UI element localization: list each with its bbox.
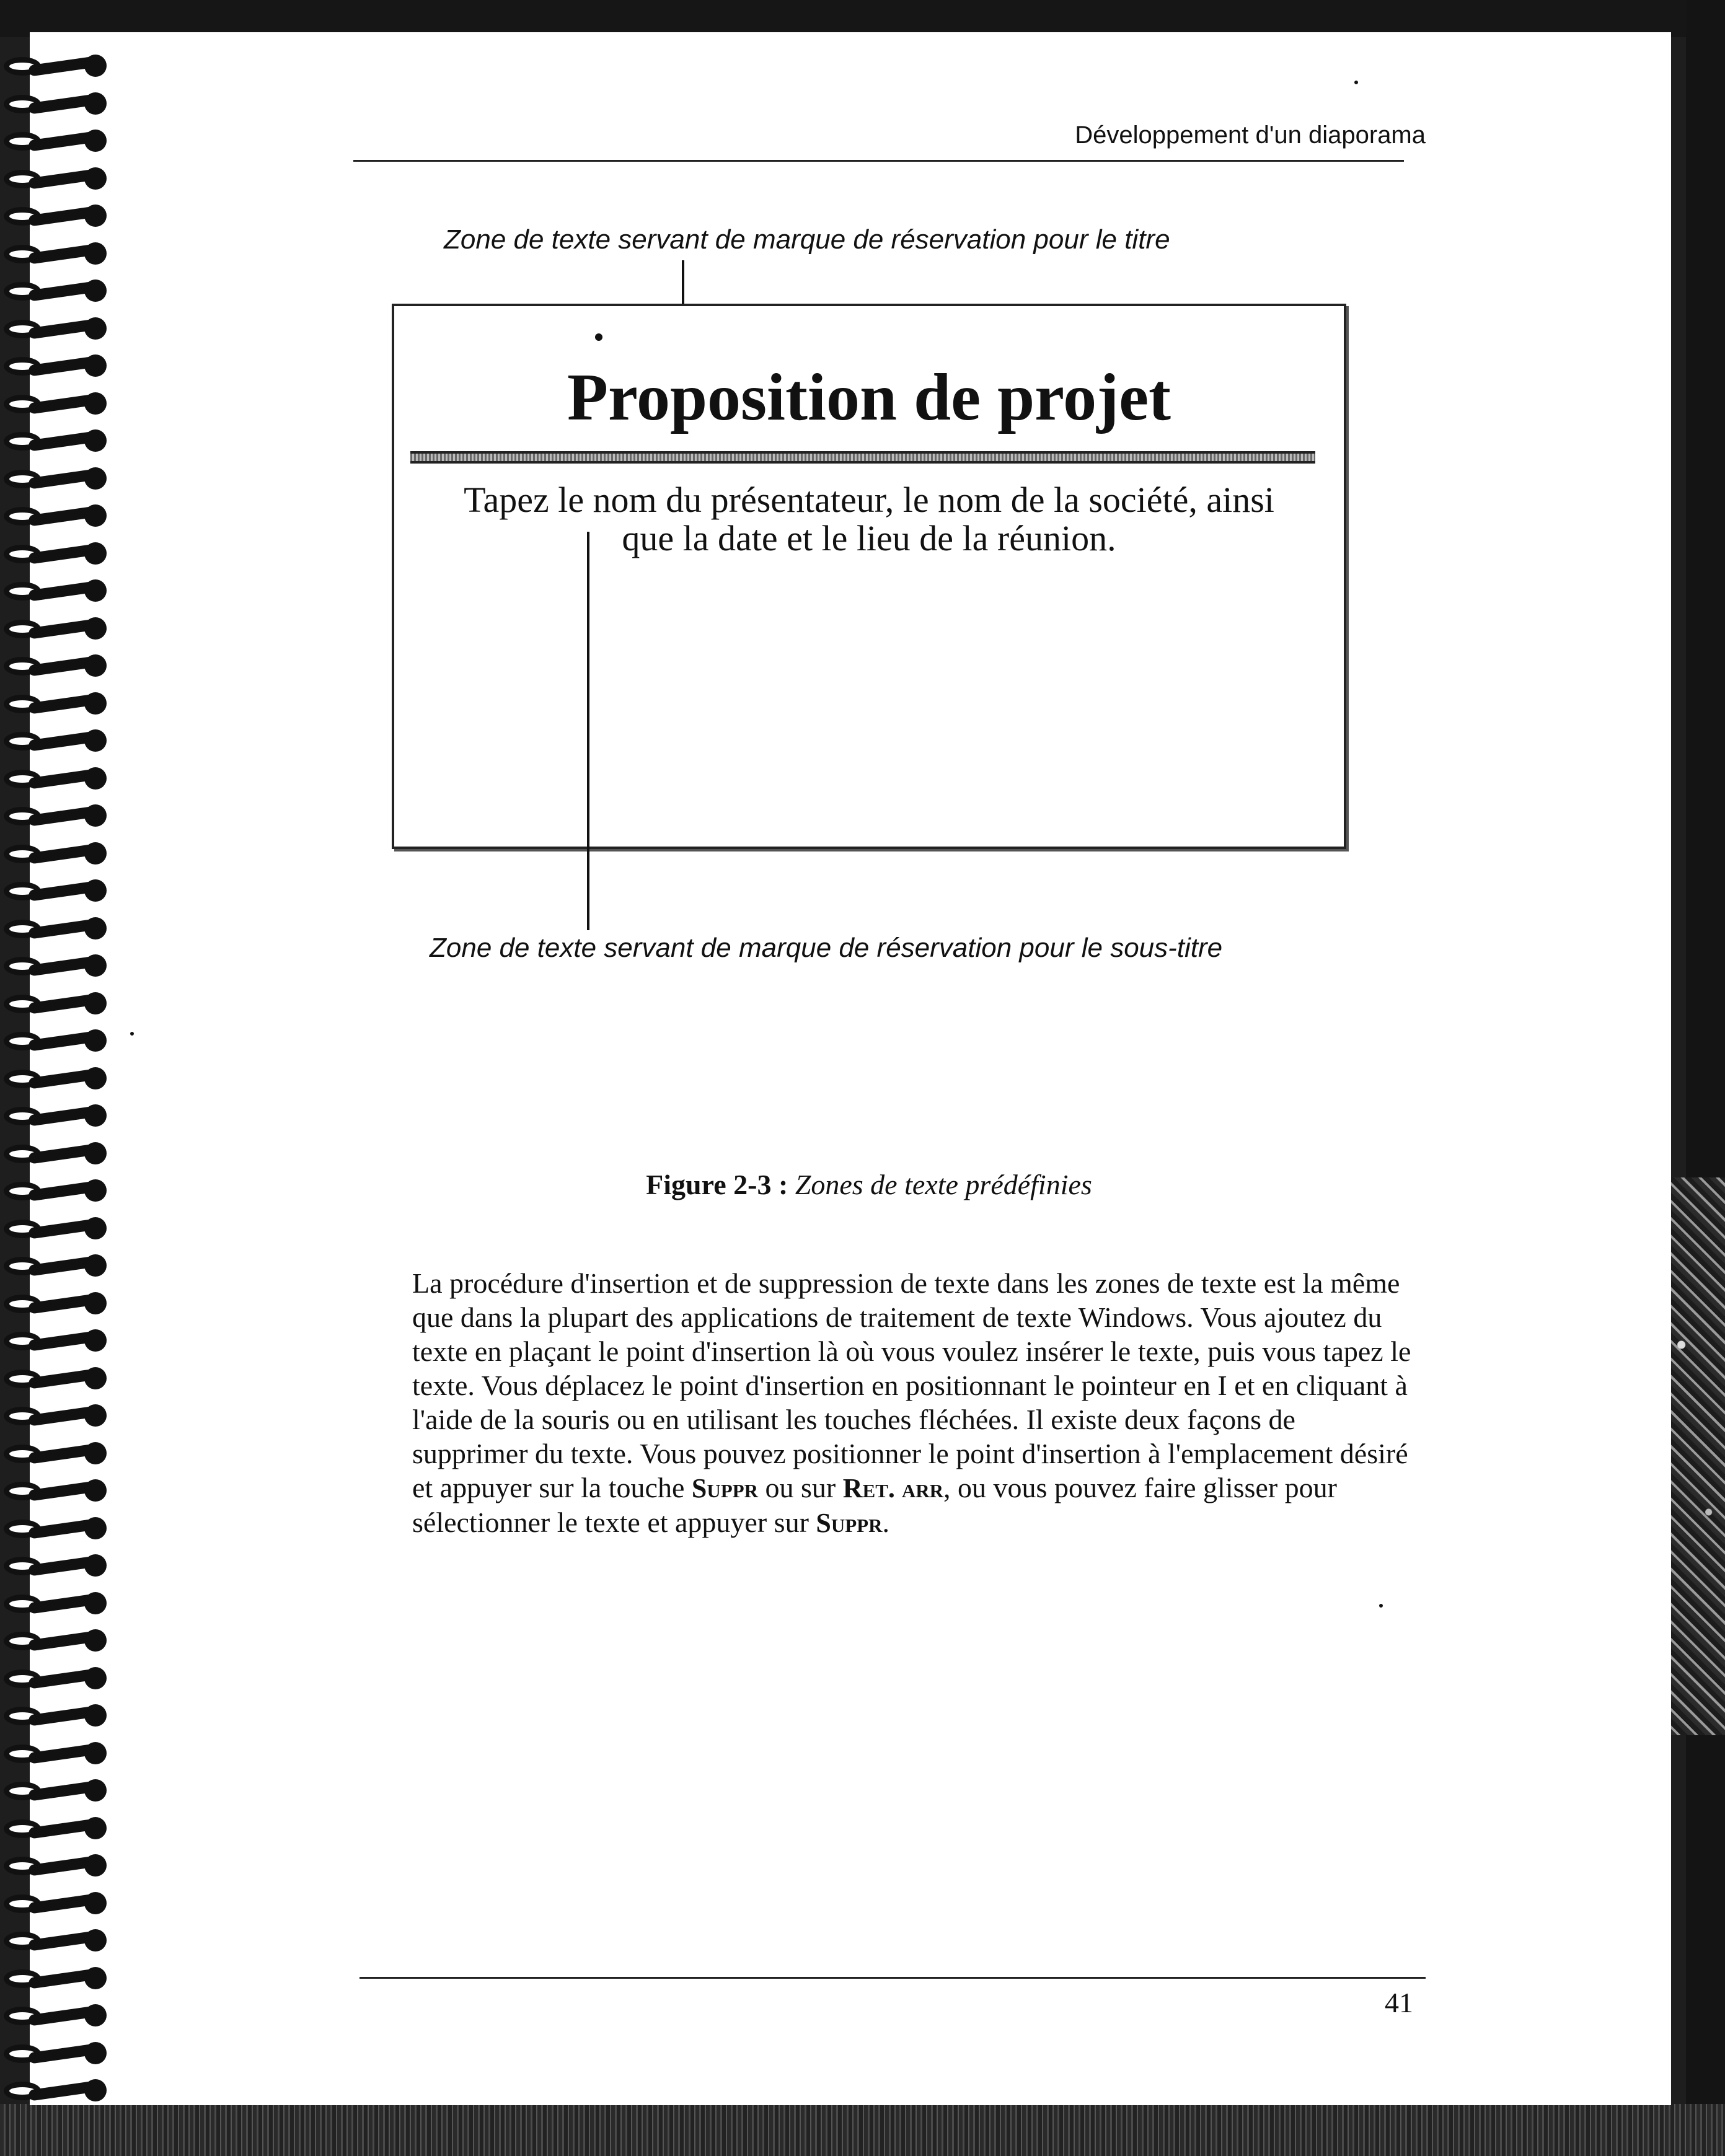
spiral-coil (4, 732, 109, 750)
spiral-coil (4, 207, 109, 226)
spiral-coil (4, 1220, 109, 1238)
spiral-coil (4, 1670, 109, 1688)
body-text-part-2: ou sur (758, 1472, 843, 1503)
spiral-coil (4, 2007, 109, 2025)
spiral-coil (4, 882, 109, 900)
body-text-part-3: , ou vous pouvez faire glisser pour sélectionner le texte et appuyer sur (412, 1472, 1337, 1538)
callout-subtitle-placeholder: Zone de texte servant de marque de réservation pour le sous-titre (430, 933, 1223, 963)
slide-subtitle (417, 481, 1321, 558)
figure-caption-number: Figure 2-3 : (646, 1169, 788, 1200)
slide-bullet-dot (595, 333, 602, 341)
spiral-coil (4, 1520, 109, 1538)
spiral-coil (4, 1894, 109, 1913)
spiral-coil (4, 1557, 109, 1575)
spiral-coil (4, 620, 109, 638)
stray-dot (130, 1032, 134, 1036)
spiral-coil (4, 1257, 109, 1275)
spiral-coil (4, 132, 109, 151)
spiral-coil (4, 1707, 109, 1725)
spiral-coil (4, 320, 109, 338)
slide-subtitle-line-2: que la date et le lieu de la réunion. (622, 518, 1116, 558)
spiral-coil (4, 2082, 109, 2100)
spiral-coil (4, 1032, 109, 1050)
spiral-coil (4, 1070, 109, 1088)
stray-dot (1379, 1604, 1383, 1608)
spiral-coil (4, 1145, 109, 1163)
body-paragraph (412, 1266, 1413, 1540)
spiral-coil (4, 1407, 109, 1425)
spiral-coil (4, 95, 109, 113)
spiral-coil (4, 1782, 109, 1800)
spiral-coil (4, 1632, 109, 1650)
spiral-coil (4, 1745, 109, 1763)
scan-speckle (1670, 1177, 1725, 1735)
slide-title-rule (410, 451, 1315, 464)
spiral-coil (4, 470, 109, 488)
spiral-coil (4, 807, 109, 825)
spiral-coil (4, 1107, 109, 1125)
key-suppr: Suppr (691, 1473, 759, 1503)
spiral-coil (4, 995, 109, 1013)
spiral-coil (4, 1332, 109, 1350)
spiral-coil (4, 1445, 109, 1463)
scan-border-right (1686, 0, 1725, 2156)
spiral-coil (4, 845, 109, 863)
spiral-coil (4, 170, 109, 188)
spiral-coil (4, 770, 109, 788)
spiral-coil (4, 920, 109, 938)
spiral-coil (4, 1857, 109, 1875)
scan-border-bottom (0, 2104, 1725, 2156)
spiral-coil (4, 1482, 109, 1500)
key-ret-arr: Ret. arr (842, 1473, 944, 1503)
spiral-coil (4, 1819, 109, 1838)
slide-title: Proposition de projet (567, 361, 1171, 434)
spiral-coil (4, 545, 109, 563)
spiral-coil (4, 395, 109, 413)
spiral-binding (0, 32, 121, 2105)
spiral-coil (4, 282, 109, 301)
spiral-coil (4, 245, 109, 263)
spiral-coil (4, 432, 109, 451)
spiral-coil (4, 357, 109, 376)
spiral-coil (4, 1295, 109, 1313)
spiral-coil (4, 57, 109, 76)
scan-border-top (0, 0, 1725, 37)
figure-caption-text: Zones de texte prédéfinies (795, 1169, 1092, 1200)
spiral-coil (4, 1370, 109, 1388)
spiral-coil (4, 507, 109, 526)
figure-caption (392, 1168, 1346, 1201)
spiral-coil (4, 1969, 109, 1988)
callout-subtitle-leader-line (587, 532, 589, 930)
slide-subtitle-line-1: Tapez le nom du présentateur, le nom de la société, ainsi (464, 480, 1274, 520)
spiral-coil (4, 582, 109, 601)
header-rule (353, 160, 1404, 162)
spiral-coil (4, 657, 109, 675)
footer-rule (360, 1977, 1426, 1979)
spiral-coil (4, 695, 109, 713)
spiral-coil (4, 1182, 109, 1200)
spiral-coil (4, 2044, 109, 2063)
body-text-part-1: La procédure d'insertion et de suppression de texte dans les zones de texte est la même que dans la plupart des applications de traitement de texte Windows. Vous ajoutez du texte en plaçant le point d'insertion là où vous voulez insérer le texte, puis vous tapez le texte. Vous déplacez le point d'insertion en positionnant le pointeur en I et en cliquant à l'aide de la souris ou en utilisant les touches fléchées. Il existe deux façons de supprimer du texte. Vous pouvez positionner le point d'insertion à l'emplacement désiré et appuyer sur la touche (412, 1267, 1411, 1503)
key-suppr-2: Suppr (816, 1508, 883, 1538)
running-header: Développement d'un diaporama (1075, 121, 1426, 149)
stray-dot (1354, 81, 1358, 84)
page-number: 41 (1385, 1987, 1413, 2018)
spiral-coil (4, 1595, 109, 1613)
body-text-part-4: . (882, 1507, 890, 1538)
callout-title-placeholder: Zone de texte servant de marque de réservation pour le titre (444, 224, 1170, 255)
spiral-coil (4, 1932, 109, 1950)
spiral-coil (4, 957, 109, 975)
